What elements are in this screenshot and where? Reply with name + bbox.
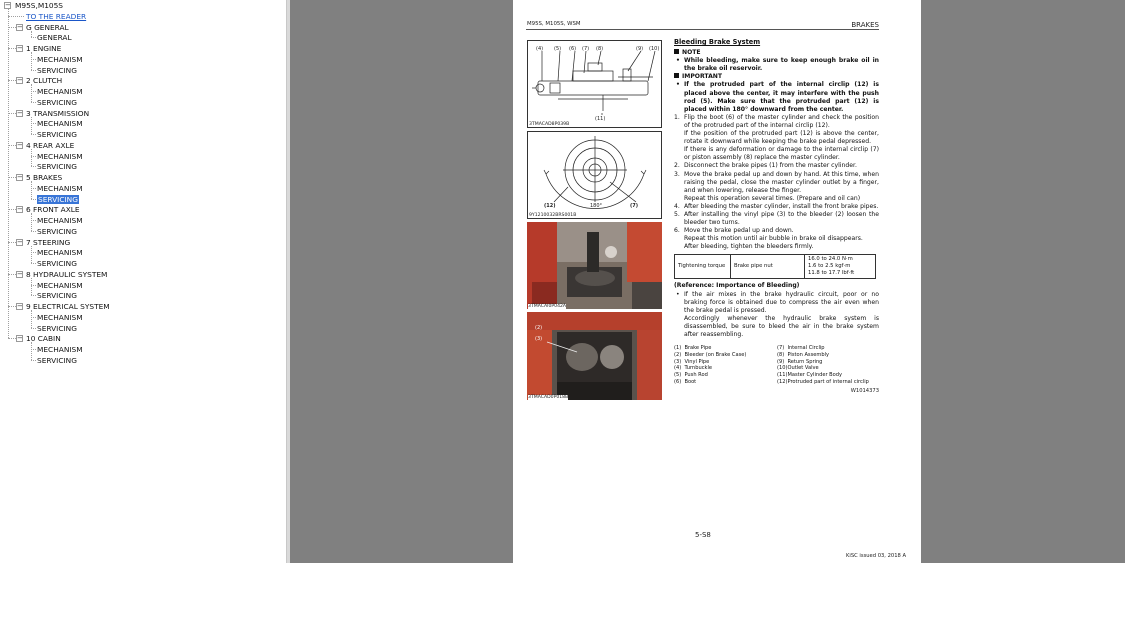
fig2-label-7: (7) [630, 203, 639, 209]
tree-subitem-label: MECHANISM [37, 87, 83, 96]
tree-connector [31, 231, 36, 232]
tree-subitem-servicing[interactable] [37, 226, 77, 237]
bottom-blank-area [0, 563, 1125, 619]
tree-subitem-mechanism[interactable] [37, 183, 83, 194]
tree-subitem-label: SERVICING [37, 97, 77, 107]
tree-item-4-rear-axle[interactable] [26, 140, 74, 151]
step-number: 6. [674, 227, 680, 235]
legend-entry: (2) Bleeder (on Brake Case) [674, 351, 747, 358]
tree-connector [8, 177, 16, 178]
tree-connector [31, 117, 32, 135]
tree-item-7-steering[interactable] [26, 237, 70, 248]
tree-collapse-toggle[interactable]: − [17, 173, 23, 181]
tree-connector [8, 9, 9, 338]
legend-entry: (8) Piston Assembly [777, 351, 829, 358]
tree-connector [31, 84, 32, 102]
step-text: Move the brake pedal up and down by hand. At this time, when raising the pedal, close the master cylinder outlet by a finger, and when lowering, release the finger. [684, 170, 879, 194]
step-number: 3. [674, 170, 680, 178]
tree-item-9-electrical-system[interactable] [26, 301, 110, 312]
figure-caption: 3TMACAD0P018B [528, 395, 569, 400]
tree-item-3-transmission[interactable] [26, 108, 89, 119]
tree-connector [31, 37, 36, 38]
tree-connector [8, 113, 16, 114]
tree-collapse-toggle[interactable]: − [17, 76, 23, 85]
figure-circlip [527, 131, 662, 219]
legend-entry: (4) Turnbuckle [674, 365, 713, 372]
figure-caption: 3TMACAI0P042A [528, 304, 567, 309]
step-text: Flip the boot (6) of the master cylinder and check the position of the protruded part of the internal circlip (12). [684, 113, 879, 129]
legend-entry: (12)Protruded part of internal circlip [777, 378, 869, 385]
tree-connector [31, 278, 32, 296]
document-page [513, 0, 921, 563]
tree-item-label: 5 BRAKES [26, 173, 63, 182]
figure-photo-bleeder [527, 312, 662, 400]
tree-item-8-hydraulic-system[interactable] [26, 269, 107, 280]
tree-subitem-servicing[interactable] [37, 258, 77, 269]
tree-collapse-toggle[interactable]: − [17, 302, 23, 310]
step-text: After bleeding the master cylinder, install the front brake pipes. [684, 202, 879, 210]
step-text: Move the brake pedal up and down. [684, 227, 794, 235]
tree-collapse-toggle[interactable]: − [17, 140, 23, 149]
tree-connector [31, 310, 32, 328]
figure-caption: 3TMACAD8P039B [529, 122, 570, 127]
tree-item-label: 4 REAR AXLE [26, 140, 75, 150]
tree-collapse-toggle[interactable]: − [17, 269, 23, 278]
tree-item-label: 10 CABIN [26, 334, 61, 344]
tree-item-label: 7 STEERING [26, 237, 71, 247]
fig4-label-3: (3) [535, 336, 543, 342]
fig1-label-8: (8) [596, 46, 604, 52]
procedure-step [674, 211, 879, 227]
page-number: 5-S8 [695, 531, 711, 539]
tree-subitem-general[interactable] [37, 32, 72, 43]
photo-bleeder [527, 312, 662, 400]
tree-subitem-mechanism[interactable] [37, 151, 83, 162]
tree-subitem-label: MECHANISM [37, 312, 83, 322]
tree-subitem-label: SERVICING [37, 291, 77, 301]
tree-connector [31, 360, 36, 361]
step-detail: Repeat this operation several times. (Prepare and oil can) [684, 194, 861, 202]
tree-item-label: 1 ENGINE [26, 44, 62, 53]
step-number: 2. [674, 162, 680, 170]
tree-subitem-label: SERVICING [37, 355, 77, 365]
legend-entry: (10)Outlet Valve [777, 365, 819, 372]
tree-subitem-label: MECHANISM [37, 54, 83, 64]
tree-collapse-toggle[interactable]: − [17, 44, 23, 52]
tree-subitem-mechanism[interactable] [37, 280, 83, 291]
legend-right-column [777, 345, 869, 386]
step-text: After installing the vinyl pipe (3) to the bleeder (2) loosen the bleeder two turns. [684, 210, 879, 227]
procedure-step [674, 114, 879, 130]
tree-item-label: TO THE READER [26, 11, 87, 21]
tree-item-label: 2 CLUTCH [26, 76, 63, 86]
torque-table [674, 254, 876, 279]
tree-connector [31, 52, 32, 70]
tree-subitem-label: MECHANISM [37, 248, 83, 258]
tree-connector [31, 328, 36, 329]
tree-connector [8, 48, 16, 49]
procedure-text [674, 38, 879, 339]
tree-subitem-label: MECHANISM [37, 280, 83, 290]
tree-connector [8, 306, 16, 307]
page-header-left: M95S, M105S, WSM [527, 21, 581, 27]
tree-item-to-the-reader[interactable] [26, 11, 86, 22]
tree-subitem-label: SERVICING [37, 259, 77, 268]
tree-item-label: 6 FRONT AXLE [26, 205, 80, 215]
tree-subitem-servicing[interactable] [37, 65, 77, 76]
tree-subitem-mechanism[interactable] [37, 54, 83, 65]
tree-connector [31, 342, 32, 360]
tree-connector [31, 149, 32, 167]
tree-root[interactable] [15, 0, 63, 11]
fig1-label-9: (9) [636, 46, 644, 52]
tree-subitem-label: SERVICING [37, 130, 77, 139]
tree-item-label: 3 TRANSMISSION [26, 108, 90, 118]
tree-collapse-toggle[interactable]: − [17, 22, 23, 31]
legend-entry: (9) Return Spring [777, 358, 823, 365]
procedure-step [674, 162, 879, 170]
tree-connector [31, 134, 36, 135]
figure-photo-pedal [527, 222, 662, 309]
fig2-label-180: 180° [590, 203, 603, 209]
header-rule [526, 29, 879, 30]
tree-collapse-toggle[interactable]: − [17, 205, 23, 214]
tree-subitem-label: MECHANISM [37, 119, 83, 129]
tree-subitem-label: MECHANISM [37, 216, 83, 225]
page-header-right: BRAKES [851, 21, 879, 29]
document-viewer[interactable] [290, 0, 1125, 563]
tree-item-label: 8 HYDRAULIC SYSTEM [26, 269, 108, 279]
tree-connector [8, 80, 16, 81]
procedure-step [674, 227, 879, 235]
tree-connector [31, 102, 36, 103]
tree-subitem-mechanism[interactable] [37, 312, 83, 323]
step-number: 5. [674, 210, 680, 218]
issued-note: KiSC issued 03, 2018 A [846, 553, 906, 559]
tree-connector [8, 145, 16, 146]
toc-tree-pane[interactable] [0, 0, 287, 563]
tree-subitem-mechanism[interactable] [37, 344, 83, 355]
tree-connector [31, 199, 36, 200]
tree-subitem-mechanism[interactable] [37, 215, 83, 226]
tree-root-label: M95S,M105S [15, 1, 63, 10]
tree-connector [31, 263, 36, 264]
tree-subitem-servicing[interactable] [37, 323, 77, 334]
tree-collapse-toggle[interactable]: − [17, 108, 23, 117]
legend-entry: (7) Internal Circlip [777, 345, 825, 351]
figure-master-cylinder [527, 40, 662, 128]
tree-subitem-label: SERVICING [37, 323, 77, 333]
fig1-label-5: (5) [554, 46, 562, 52]
tree-subitem-servicing[interactable] [37, 194, 79, 205]
fig1-label-11: (11) [595, 116, 606, 122]
legend-entry: (1) Brake Pipe [674, 345, 712, 351]
legend-entry: (5) Push Rod [674, 372, 708, 379]
master-cylinder-drawing [528, 41, 662, 128]
tree-connector [31, 70, 36, 71]
note-heading: NOTE [674, 49, 879, 57]
reference-bullet: • If the air mixes in the brake hydraulic circuit, poor or no braking force is obtained due to compress the air even when the brake pedal is pressed. [674, 291, 879, 315]
tree-connector [8, 209, 16, 210]
procedure-step [674, 203, 879, 211]
tree-item-label: 9 ELECTRICAL SYSTEM [26, 302, 110, 311]
legend-left-column [674, 345, 746, 386]
tree-connector [31, 213, 32, 231]
tree-connector [8, 27, 16, 28]
tree-subitem-servicing[interactable] [37, 161, 77, 172]
tree-subitem-label: GENERAL [37, 33, 72, 43]
tree-item-g-general[interactable] [26, 22, 69, 33]
circlip-drawing [528, 132, 662, 219]
important-heading: IMPORTANT [674, 73, 879, 81]
note-bullet: • While bleeding, make sure to keep enough brake oil in the brake oil reservoir. [674, 57, 879, 73]
reference-heading: (Reference: Importance of Bleeding) [674, 282, 800, 290]
fig1-label-6: (6) [569, 46, 577, 52]
tree-subitem-label: SERVICING [37, 162, 77, 172]
tree-subitem-servicing[interactable] [37, 290, 77, 301]
fig1-label-10: (10) [649, 46, 660, 52]
torque-label: Tightening torque [675, 255, 731, 279]
tree-connector [8, 242, 16, 243]
tree-collapse-toggle[interactable]: − [17, 334, 23, 343]
document-id: W1014373 [850, 388, 879, 394]
fig1-label-7: (7) [582, 46, 590, 52]
important-bullet: • If the protruded part of the internal circlip (12) is placed above the center, it may interfere with the push rod (5). Make sure that the protruded part (12) is placed within 180° downward from the center. [674, 81, 879, 113]
square-bullet-icon [674, 73, 679, 78]
torque-item: Brake pipe nut [731, 255, 805, 279]
tree-collapse-toggle[interactable]: − [17, 237, 23, 246]
step-detail: After bleeding, tighten the bleeders firmly. [684, 243, 814, 251]
tree-connector [31, 166, 36, 167]
tree-connector [8, 338, 16, 339]
step-text: Disconnect the brake pipes (1) from the master cylinder. [684, 162, 857, 170]
tree-subitem-mechanism[interactable] [37, 118, 83, 129]
tree-subitem-label: SERVICING [37, 65, 77, 75]
fig4-label-2: (2) [535, 325, 543, 331]
torque-values: 16.0 to 24.0 N·m 1.6 to 2.5 kgf·m 11.8 to 17.7 lbf·ft [805, 255, 876, 279]
tree-subitem-label: MECHANISM [37, 183, 83, 193]
procedure-steps [674, 114, 879, 252]
figure-caption: 9Y1210032BRS001B [529, 213, 577, 218]
step-number: 1. [674, 113, 680, 121]
legend-entry: (3) Vinyl Pipe [674, 358, 710, 365]
tree-connector [31, 31, 32, 38]
tree-collapse-toggle[interactable]: − [5, 1, 11, 9]
step-detail: If the position of the protruded part (12) is above the center, rotate it downward while keeping the brake pedal depressed. [684, 130, 879, 146]
photo-brake-pedal [527, 222, 662, 309]
tree-item-6-front-axle[interactable] [26, 204, 80, 215]
tree-subitem-mechanism[interactable] [37, 247, 83, 258]
procedure-step [674, 171, 879, 195]
tree-connector [31, 295, 36, 296]
step-detail: Repeat this motion until air bubble in brake oil disappears. [684, 235, 863, 243]
step-number: 4. [674, 202, 680, 210]
section-title: Bleeding Brake System [674, 38, 761, 46]
tree-connector [31, 246, 32, 264]
tree-subitem-label: MECHANISM [37, 151, 83, 161]
legend-entry: (6) Boot [674, 378, 697, 385]
fig2-label-12: (12) [544, 203, 556, 209]
tree-connector [8, 274, 16, 275]
tree-subitem-label: SERVICING [38, 194, 78, 204]
tree-subitem-label: MECHANISM [37, 345, 83, 354]
square-bullet-icon [674, 49, 679, 54]
tree-connector [31, 181, 32, 199]
tree-subitem-servicing[interactable] [37, 355, 77, 366]
tree-subitem-servicing[interactable] [37, 97, 77, 108]
tree-connector [8, 16, 24, 17]
fig1-label-4: (4) [536, 46, 544, 52]
tree-subitem-label: SERVICING [37, 226, 77, 236]
tree-subitem-servicing[interactable] [37, 129, 77, 140]
reference-extra: Accordingly whenever the hydraulic brake system is disassembled, be sure to bleed the air in the brake system after reassembling. [684, 314, 879, 338]
step-detail: If there is any deformation or damage to the internal circlip (7) or piston assembly (8) replace the master cylinder. [684, 146, 879, 162]
tree-subitem-mechanism[interactable] [37, 86, 83, 97]
tree-item-label: G GENERAL [26, 22, 69, 32]
legend-entry: (11)Master Cylinder Body [777, 372, 843, 379]
